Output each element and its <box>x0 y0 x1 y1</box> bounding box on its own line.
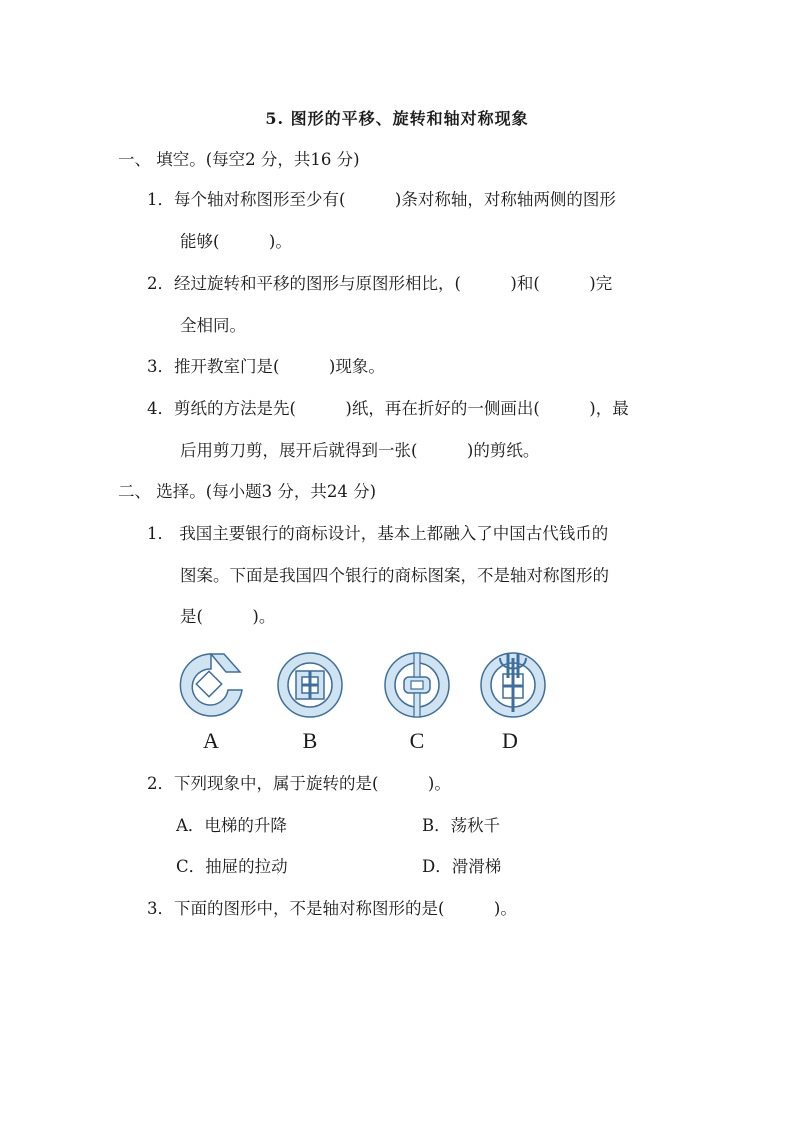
s2-q3-line1: 3．下面的图形中，不是轴对称图形的是( )。 <box>147 899 517 918</box>
logo-label-b: B <box>302 728 318 753</box>
s2-q2-option-b: B．荡秋千 <box>422 816 501 835</box>
section2-heading: 二、 选择。(每小题3 分，共24 分) <box>118 482 377 501</box>
icbc-logo-icon <box>275 650 345 720</box>
page-title: 5. 图形的平移、旋转和轴对称现象 <box>265 109 529 128</box>
s2-q1-line2: 图案。下面是我国四个银行的商标图案，不是轴对称图形的 <box>180 566 609 585</box>
s1-q3-line1: 3．推开教室门是( )现象。 <box>147 357 385 376</box>
abc-logo-icon <box>478 650 548 720</box>
s1-q4-line1: 4．剪纸的方法是先( )纸，再在折好的一侧画出( )，最 <box>147 399 629 418</box>
logo-label-d: D <box>502 728 518 753</box>
s2-q2-option-a: A．电梯的升降 <box>176 816 287 835</box>
ccb-logo-icon <box>178 650 244 720</box>
logo-label-a: A <box>203 728 219 753</box>
s2-q1-line3: 是( )。 <box>180 607 276 626</box>
logo-label-c: C <box>409 728 425 753</box>
s1-q4-line2: 后用剪刀剪，展开后就得到一张( )的剪纸。 <box>180 441 540 460</box>
section1-heading: 一、 填空。(每空2 分，共16 分) <box>118 150 360 169</box>
s1-q2-line1: 2．经过旋转和平移的图形与原图形相比，( )和( )完 <box>147 274 613 293</box>
s1-q2-line2: 全相同。 <box>180 316 246 335</box>
bank-logos-figure <box>178 650 558 760</box>
boc-logo-icon <box>382 650 452 720</box>
s1-q1-line1: 1．每个轴对称图形至少有( )条对称轴，对称轴两侧的图形 <box>147 190 616 209</box>
s2-q1-line1: 1． 我国主要银行的商标设计，基本上都融入了中国古代钱币的 <box>147 524 609 543</box>
s2-q2-option-d: D．滑滑梯 <box>422 857 502 876</box>
s2-q2-line1: 2．下列现象中，属于旋转的是( )。 <box>147 774 451 793</box>
s1-q1-line2: 能够( )。 <box>180 232 292 251</box>
s2-q2-option-c: C．抽屉的拉动 <box>176 857 288 876</box>
